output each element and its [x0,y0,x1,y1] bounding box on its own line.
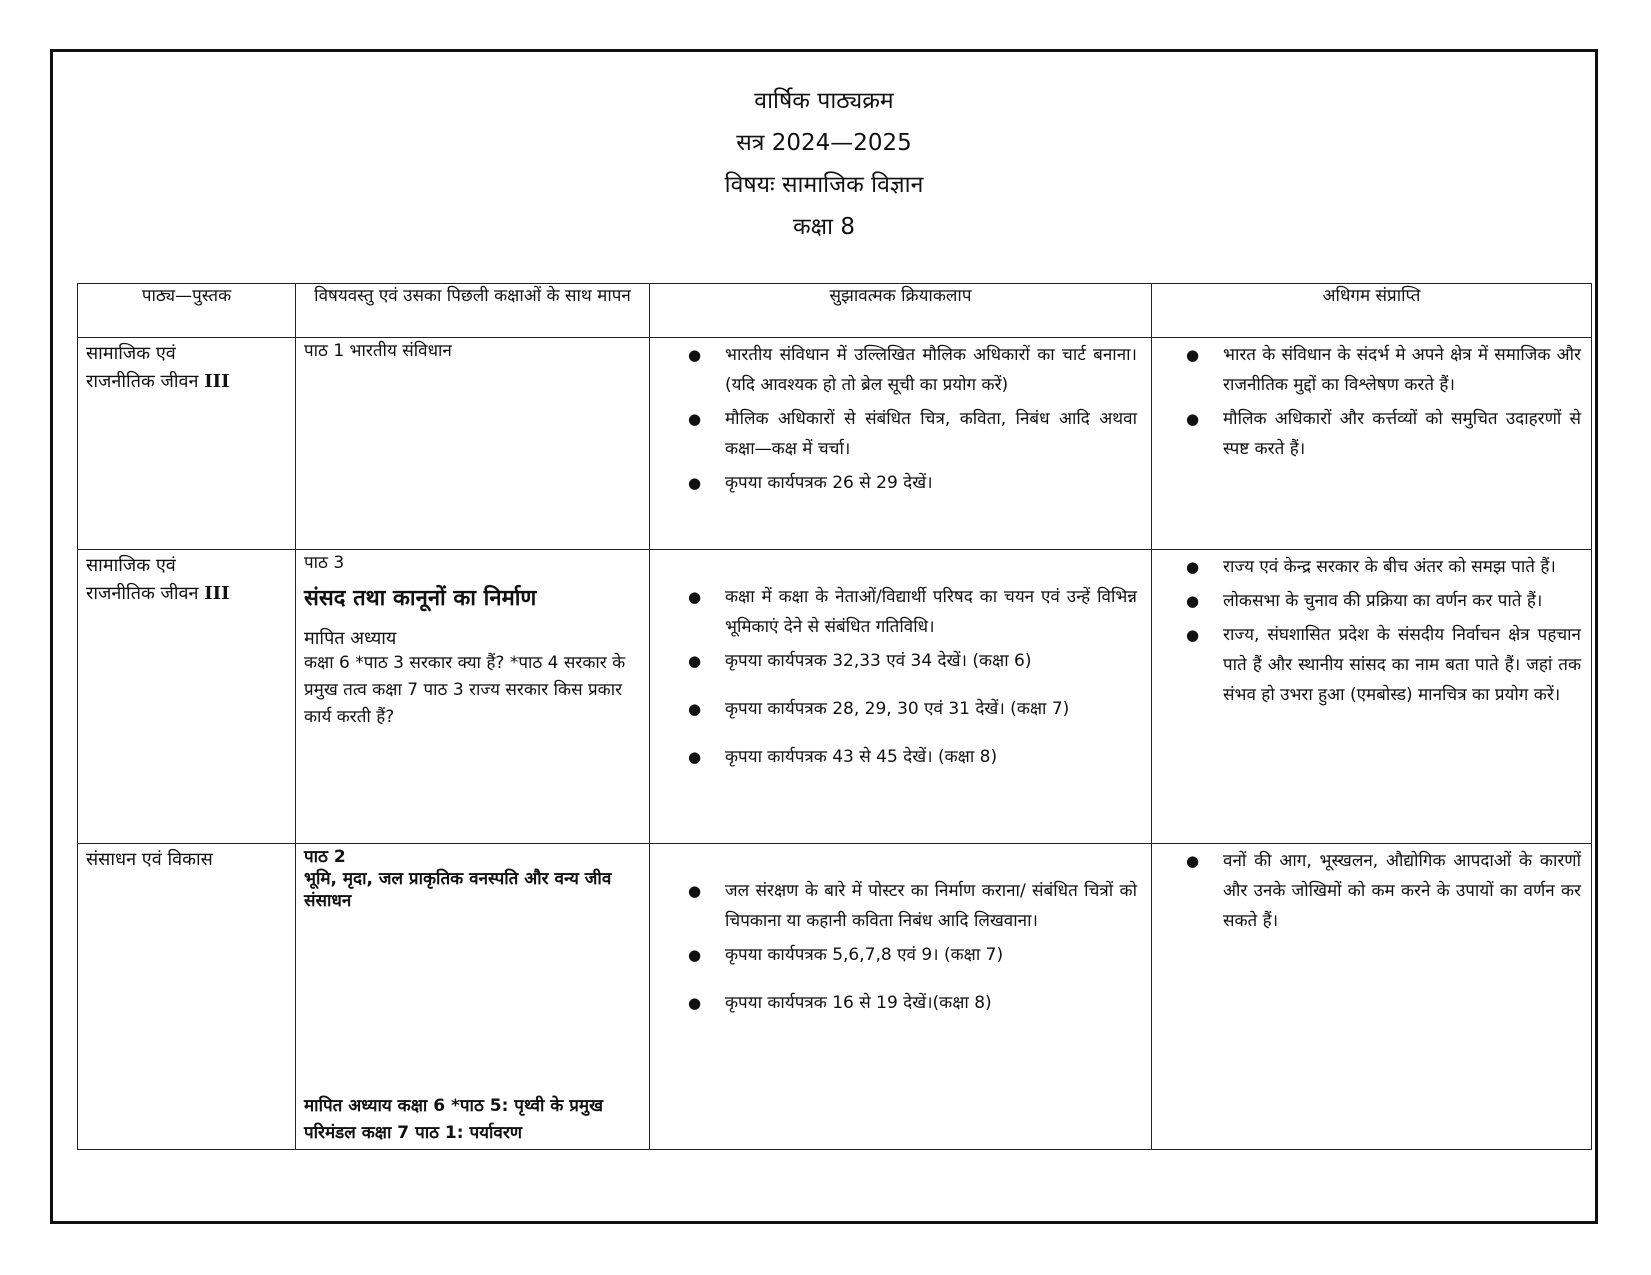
header-textbook: पाठ्य—पुस्तक [78,284,296,338]
content-cell [296,844,650,1150]
textbook-cell [78,338,296,550]
textbook-cell [78,550,296,844]
lesson-number: पाठ 3 [304,553,345,573]
table-header-row [78,284,1592,338]
document-title: वार्षिक पाठ्यक्रम [754,88,894,114]
mapped-item: कक्षा 7 [361,1123,410,1143]
textbook-volume: III [204,371,230,392]
textbook-name-cont: राजनीतिक जीवन [86,371,199,392]
table-row [78,844,1592,1150]
list-item: ● राज्य, संघशासित प्रदेश के संसदीय निर्वाचन क्षेत्र पहचान पाते हैं और स्थानीय सांसद का नाम बता पाते हैं। जहां तक संभव हो उभरा हुआ (एमबोस्ड) मानचित्र का प्रयोग करें। [1184,620,1581,710]
list-item: ● भारत के संविधान के संदर्भ मे अपने क्षेत्र में समाजिक और राजनीतिक मुद्दों का विश्लेषण करते हैं। [1184,340,1581,400]
lesson-title: भूमि, मृदा, जल प्राकृतिक वनस्पति और वन्य जीव संसाधन [304,869,612,911]
outcomes-cell [1152,844,1592,1150]
page-border [50,49,1598,1224]
list-item: ● मौलिक अधिकारों और कर्त्तव्यों को समुचित उदाहरणों से स्पष्ट करते हैं। [1184,404,1581,464]
activities-cell [650,338,1152,550]
list-item: ● कृपया कार्यपत्रक 26 से 29 देखें। [686,468,1137,498]
mapped-heading: मापित अध्याय [304,1096,392,1116]
content-cell [296,338,650,550]
list-item: ● मौलिक अधिकारों से संबंधित चित्र, कविता, निबंध आदि अथवा कक्षा—कक्ष में चर्चा। [686,404,1137,464]
table-row [78,550,1592,844]
mapped-item: कक्षा 6 [397,1096,446,1116]
content-cell [296,550,650,844]
mapped-item: *पाठ 3 सरकार क्या हैं? [355,653,505,673]
list-item: ● लोकसभा के चुनाव की प्रक्रिया का वर्णन कर पाते हैं। [1184,586,1581,616]
mapped-item: *पाठ 4 सरकार के प्रमुख तत्व [304,653,626,700]
outcomes-cell [1152,338,1592,550]
header-outcomes: अधिगम संप्राप्ति [1152,284,1592,338]
list-item: ● कृपया कार्यपत्रक 5,6,7,8 एवं 9। (कक्षा 7) [686,940,1137,970]
textbook-cell [78,844,296,1150]
textbook-name: सामाजिक एवं [86,555,176,576]
session-line: सत्र 2024—2025 [736,130,912,156]
list-item: ● कृपया कार्यपत्रक 32,33 एवं 34 देखें। (कक्षा 6) [686,646,1137,676]
textbook-name-cont: राजनीतिक जीवन [86,583,199,604]
activities-cell [650,844,1152,1150]
mapped-item: *पाठ 5: पृथ्वी के प्रमुख परिमंडल [304,1096,604,1143]
header-content: विषयवस्तु एवं उसका पिछली कक्षाओं के साथ मापन [296,284,650,338]
activities-cell [650,550,1152,844]
list-item: ● कृपया कार्यपत्रक 43 से 45 देखें। (कक्षा 8) [686,742,1137,772]
list-item: ● कृपया कार्यपत्रक 16 से 19 देखें।(कक्षा 8) [686,988,1137,1018]
mapped-heading: मापित अध्याय [304,628,397,649]
list-item: ● कृपया कार्यपत्रक 28, 29, 30 एवं 31 देखें। (कक्षा 7) [686,694,1137,724]
mapped-item: कक्षा 7 [372,680,419,700]
list-item: ● भारतीय संविधान में उल्लिखित मौलिक अधिकारों का चार्ट बनाना। (यदि आवश्यक हो तो ब्रेल सूची का प्रयोग करें) [686,340,1137,400]
outcomes-cell [1152,550,1592,844]
document-header [53,80,1595,248]
textbook-volume: III [204,583,230,604]
list-item: ● वनों की आग, भूस्खलन, औद्योगिक आपदाओं के कारणों और उनके जोखिमों को कम करने के उपायों का वर्णन कर सकते हैं। [1184,846,1581,936]
syllabus-table [77,283,1592,1150]
class-line: कक्षा 8 [792,214,856,240]
list-item: ● राज्य एवं केन्द्र सरकार के बीच अंतर को समझ पाते हैं। [1184,552,1581,582]
lesson-title: पाठ 1 भारतीय संविधान [304,341,452,361]
lesson-title: संसद तथा कानूनों का निर्माण [304,586,537,611]
textbook-name: सामाजिक एवं [86,343,176,364]
mapped-item: पाठ 3 राज्य सरकार किस प्रकार कार्य करती हैं? [304,680,623,727]
list-item: ● कक्षा में कक्षा के नेताओं/विद्यार्थी परिषद का चयन एवं उन्हें विभिन्न भूमिकाएं देने से संबंधित गतिविधि। [686,582,1137,642]
table-row [78,338,1592,550]
mapped-item: कक्षा 6 [304,653,350,673]
mapped-item: पाठ 1: पर्यावरण [415,1123,523,1143]
header-activities: सुझावत्मक क्रियाकलाप [650,284,1152,338]
lesson-number: पाठ 2 [304,847,346,867]
textbook-name: संसाधन एवं विकास [86,849,213,870]
subject-line: विषयः सामाजिक विज्ञान [724,172,924,198]
list-item: ● जल संरक्षण के बारे में पोस्टर का निर्माण कराना/ संबंधित चित्रों को चिपकाना या कहानी कविता निबंध आदि लिखवाना। [686,876,1137,936]
